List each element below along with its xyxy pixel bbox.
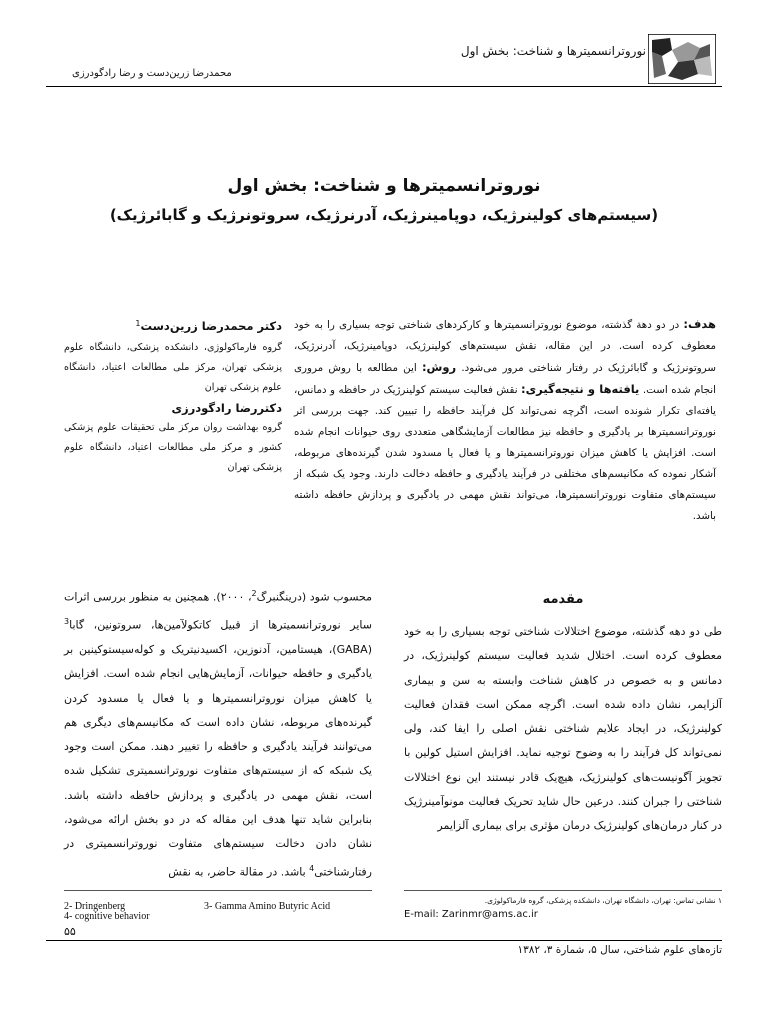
abstract-method-label: روش: bbox=[421, 360, 457, 374]
abstract-aim-label: هدف: bbox=[683, 317, 716, 331]
footnote-rule bbox=[404, 890, 722, 891]
abstract bbox=[294, 314, 716, 527]
author-1 bbox=[64, 314, 282, 338]
footnote-address: ١ نشانی تماس: تهران، دانشگاه تهران، دانشکده پزشکی، گروه فارماکولوژی. bbox=[484, 896, 722, 905]
section-heading: مقدمه bbox=[542, 592, 584, 607]
author-1-name: دکتر محمدرضا زرین‌دست bbox=[140, 319, 282, 334]
header-rule bbox=[46, 86, 722, 87]
footnote-mark: 2 bbox=[251, 589, 257, 598]
abstract-aim: در دو دهة گذشته، موضوع نوروترانسمیترها و کارکردهای شناختی توجه بسیاری را به خود معطوف کرده است. در این مقاله، نقش سیستم‌های کولینرژیک، دوپامینرژیک، آدرنرژیک، سروتونرژیک و گابائرژیک در رفتار شناختی مرور می‌شود. bbox=[294, 319, 716, 374]
footnote-2: 2- Dringenberg bbox=[64, 901, 126, 912]
contact-email: E-mail: Zarinmr@ams.ac.ir bbox=[404, 909, 538, 920]
footnote-3: 3- Gamma Amino Butyric Acid bbox=[204, 901, 331, 912]
text-run: (GABA)، هیستامین، آدنوزین، اکسیدنیتریک و کوله‌سیستوکینین بر یادگیری و حافظه حیوانات، آزمایش‌هایی انجام شده است. افزایش یا کاهش میزان نوروترانسمیترها و یا فعال یا مسدود کردن گیرنده‌های مربوطه، نشان داده است که مکانیسم‌های دیگری هم می‌توانند فرآیند یادگیری و حافظه را تغییر دهند. ممکن است وجود یک شبکه که از سیستم‌های متفاوت نوروترانسمیتری تشکیل شده است، نقش مهمی در یادگیری و پردازش حافظه داشته باشد. بنابراین شاید تنها هدف این مقاله که در دو بخش ارائه می‌شود، نشان دادن دخالت سیستم‌های متفاوت نوروترانسمیتری در رفتارشناختی bbox=[64, 642, 372, 879]
article-subtitle: (سیستم‌های کولینرژیک، دوپامینرژیک، آدرنرژیک، سروتونرژیک و گابائرژیک) bbox=[109, 206, 659, 224]
footnote-mark: 4 bbox=[309, 863, 315, 873]
text-run: ، ۲۰۰۰). همچنین به منظور بررسی اثرات سایر نوروترانسمیترها از قبیل کاتکولآمین‌ها، سروتونین، گابا bbox=[64, 590, 372, 632]
footnote-rule bbox=[64, 890, 372, 891]
author-1-footnote-mark: 1 bbox=[135, 319, 141, 328]
footnote-mark: 3 bbox=[64, 616, 70, 626]
continuation-paragraph bbox=[64, 582, 372, 885]
footnote-4: 4- cognitive behavior bbox=[64, 911, 150, 922]
author-2-name: دکتررضا رادگودرزی bbox=[171, 401, 282, 416]
journal-logo bbox=[648, 34, 716, 84]
abstract-results: نقش فعالیت سیستم کولینرژیک در حافظه و دمانس، یافته‌ای تکرار شونده است، اگرچه نمی‌تواند کل فرآیند حافظه را تبیین کند. جهت بررسی اثر نوروترانسمیترها بر یادگیری و حافظه نیز مطالعات آزمایشگاهی متعددی روی حیوانات انجام شده است. افزایش یا کاهش میزان نوروترانسمیترها و یا فعال یا مسدود شدن گیرنده‌های مربوطه، آشکار نموده که مکانیسم‌های مختلفی در فرآیند یادگیری و حافظه دخالت دارند. وجود یک شبکه از سیستم‌های متفاوت نوروترانسمیترها، می‌تواند نقش مهمی در یادگیری و پردازش حافظه داشته باشد. bbox=[294, 384, 716, 522]
author-2-affiliation: گروه بهداشت روان مرکز ملی تحقیقات علوم پزشکی کشور و مرکز ملی مطالعات اعتیاد، دانشگاه علوم پزشکی تهران bbox=[64, 422, 282, 474]
footer-rule bbox=[46, 940, 722, 941]
article-title: نوروترانسمیترها و شناخت: بخش اول bbox=[227, 176, 541, 196]
text-run: باشد. در مقالة حاضر، به نقش bbox=[168, 865, 310, 879]
abstract-results-label: یافته‌ها و نتیجه‌گیری: bbox=[521, 382, 640, 396]
author-1-affiliation: گروه فارماکولوژی، دانشکده پزشکی، دانشگاه علوم پزشکی تهران، مرکز ملی مطالعات اعتیاد، دانشگاه علوم پزشکی تهران bbox=[64, 342, 282, 394]
header-authors: محمدرضا زرین‌دست و رضا رادگودرزی bbox=[72, 68, 232, 79]
page-number: ۵۵ bbox=[64, 925, 76, 938]
abstract-method: این مطالعه با روش مروری انجام شده است. bbox=[294, 362, 716, 396]
author-affiliations bbox=[64, 314, 282, 478]
text-run: محسوب شود (درینگنبرگ bbox=[256, 590, 372, 604]
running-title: نوروترانسمیترها و شناخت: بخش اول bbox=[460, 44, 646, 58]
intro-paragraph: طی دو دهه گذشته، موضوع اختلالات شناختی توجه بسیاری را به خود معطوف کرده است. اختلال شدید فعالیت سیستم کولینرژیک، در دمانس و به خصوص در کاهش شناخت وابسته به سن و بیماری آلزایمر، نشان داده شده است. اگرچه ممکن است فقدان فعالیت کولینرژیک، در ایجاد علایم شناختی نقش اصلی را ایفا کند، ولی نمی‌تواند کل فرآیند را به وضوح توجیه نماید. افزایش استیل کولین با تجویز آگونیست‌های کولینرژیک، هیچ‌یک قادر نیستند این نوع اختلالات شناختی را جبران کنند. درعین حال شاید تحریک فعالیت مونوآمینرژیک در کنار درمان‌های کولینرژیک درمان مؤثری برای بیماری آلزایمر bbox=[404, 625, 722, 833]
journal-footer: تازه‌های علوم شناختی، سال ۵، شمارة ۳، ۱۳۸۲ bbox=[517, 944, 722, 956]
